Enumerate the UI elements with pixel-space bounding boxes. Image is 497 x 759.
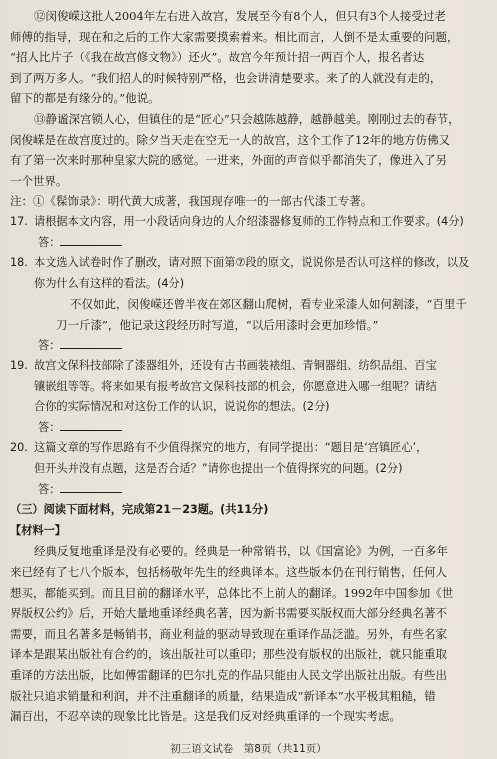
text-line: 界版权公约》后，开始大量地重译经典名著，因为新书需要买版权而大部分经典名著不: [10, 606, 447, 621]
question-number: 20.: [10, 441, 28, 455]
question-19: [10, 356, 483, 438]
question-number: 17.: [10, 214, 28, 228]
question-number: 19.: [10, 359, 28, 373]
text-line: 版社只追求销量和利润，并不注重翻译的质量，结果造成“新译本”水平极其粗糙，错: [10, 688, 436, 703]
text-line: ⑬静谧深宫锁人心，但镇住的是“匠心”只会越陈越静，越静越美。刚刚过去的春节，: [34, 111, 460, 126]
quoted-text: 刀一斤漆”，他记录这段经历时写道，“以后用漆时会更加珍惜。”: [56, 317, 379, 332]
answer-blank[interactable]: [60, 418, 122, 431]
answer-label: 答：: [38, 235, 61, 249]
material-title: 【材料一】: [10, 523, 66, 537]
page-footer: 初三语文试卷 第8页（共11页）: [170, 743, 327, 755]
text-line: 需要，而且名著多是畅销书，商业利益的驱动导致现在重译作品泛滥。另外，有些名家: [10, 626, 447, 641]
text-line: 到了两万多人。“我们招人的时候特别严格，也会讲清楚要求。来了的人就没有走的，: [10, 70, 442, 85]
answer-blank[interactable]: [60, 336, 122, 349]
answer-line[interactable]: [10, 233, 483, 254]
text-line: 想买，都能买到。而且目前的翻译水平，总体比不上前人的翻译。1992年中国参加《世: [10, 585, 454, 600]
answer-line[interactable]: [10, 480, 483, 501]
text-line: 留下的都是有缘分的。”他说。: [10, 91, 160, 106]
answer-blank[interactable]: [60, 480, 122, 493]
paragraph-13: [10, 109, 483, 191]
text-line: ⑫闵俊嵘这批人2004年左右进入故宫，发展至今有8个人，但只有3个人接受过老: [34, 9, 446, 23]
question-text: [10, 438, 483, 459]
text-line: 来已经有了七八个版本，包括杨敬年先生的经典译本。这些版本仍在刊行销售，任何人: [10, 565, 447, 580]
question-text: 你为什么有这样的看法。(4分): [34, 276, 185, 290]
text-line: 漏百出，不忍卒读的现象比比皆是。这是我们反对经典重译的一个现实考虑。: [10, 709, 401, 724]
question-text: [10, 253, 483, 274]
paragraph-12: [10, 6, 483, 109]
question-number: 18.: [10, 256, 28, 270]
question-17: [10, 212, 483, 253]
question-prompt: 这篇文章的写作思路有不少值得探究的地方，有同学提出：“题目是‘宫镇匠心’，: [34, 441, 428, 455]
question-text: [10, 212, 483, 233]
answer-blank[interactable]: [60, 233, 122, 246]
text-line: 一个世界。: [10, 173, 68, 188]
answer-label: 答：: [38, 482, 61, 496]
text-line: 师傅的指导，现在和之后的工作大家需要摸索着来。相比而言，人倒不是太重要的问题，: [10, 29, 459, 44]
answer-line[interactable]: [10, 418, 483, 439]
question-prompt: 本文选入试卷时作了删改，请对照下面第⑦段的原文，说说你是否认可这样的修改，以及: [34, 256, 470, 270]
question-text: 合你的实际情况和对这份工作的认识，说说你的想法。(2分): [34, 400, 330, 414]
answer-label: 答：: [38, 338, 61, 352]
question-text: [10, 356, 483, 377]
section-heading: （三）阅读下面材料，完成第21－23题。(共11分): [10, 503, 269, 517]
text-line: 经典反复地重译是没有必要的。经典是一种常销书，以《国富论》为例，一百多年: [34, 544, 448, 559]
question-text: 镶嵌组等等。将来如果有报考故宫文保科技部的机会，你愿意进入哪一组呢？请结: [34, 379, 437, 393]
text-line: 重译的方法出版，比如傅雷翻译的巴尔扎克的作品只能由人民文学出版社出版。有些出: [10, 668, 447, 682]
quoted-text: 不仅如此，闵俊嵘还曾半夜在郊区翻山爬树，看专业采漆人如何割漆，“百里千: [70, 297, 467, 312]
text-line: 译本是跟某出版社有合约的，该出版社可以重印；那些没有版权的出版社，就只能重取: [10, 647, 447, 662]
question-20: [10, 438, 483, 500]
question-18: [10, 253, 483, 356]
question-prompt: 故宫文保科技部除了漆器组外，还设有古书画装裱组、青铜器组、纺织品组、百宝: [34, 359, 437, 373]
text-line: 有了第一次来时那种皇家大院的感觉。一进来，外面的声音似乎都消失了，像进入了另: [10, 153, 447, 168]
question-text: 但开头并没有点题，这是否合适？”请你也提出一个值得探究的问题。(2分): [34, 462, 403, 476]
text-line: 闵俊嵘是在故宫度过的。除夕当天走在空无一人的故宫，这个工作了12年的地方仿佛又: [10, 132, 451, 147]
answer-label: 答：: [38, 420, 61, 434]
question-prompt: 请根据本文内容，用一小段话向身边的人介绍漆器修复师的工作特点和工作要求。(4分): [34, 214, 464, 228]
text-line: “招人比片子（《我在故宫修文物》）还火”。故宫今年预计招一两百个人，报名者达: [10, 50, 425, 65]
footnote: 注：①《髹饰录》：明代黄大成著，我国现存唯一的一部古代漆工专著。: [10, 194, 373, 209]
material-1: [10, 541, 483, 726]
answer-line[interactable]: [10, 336, 483, 357]
